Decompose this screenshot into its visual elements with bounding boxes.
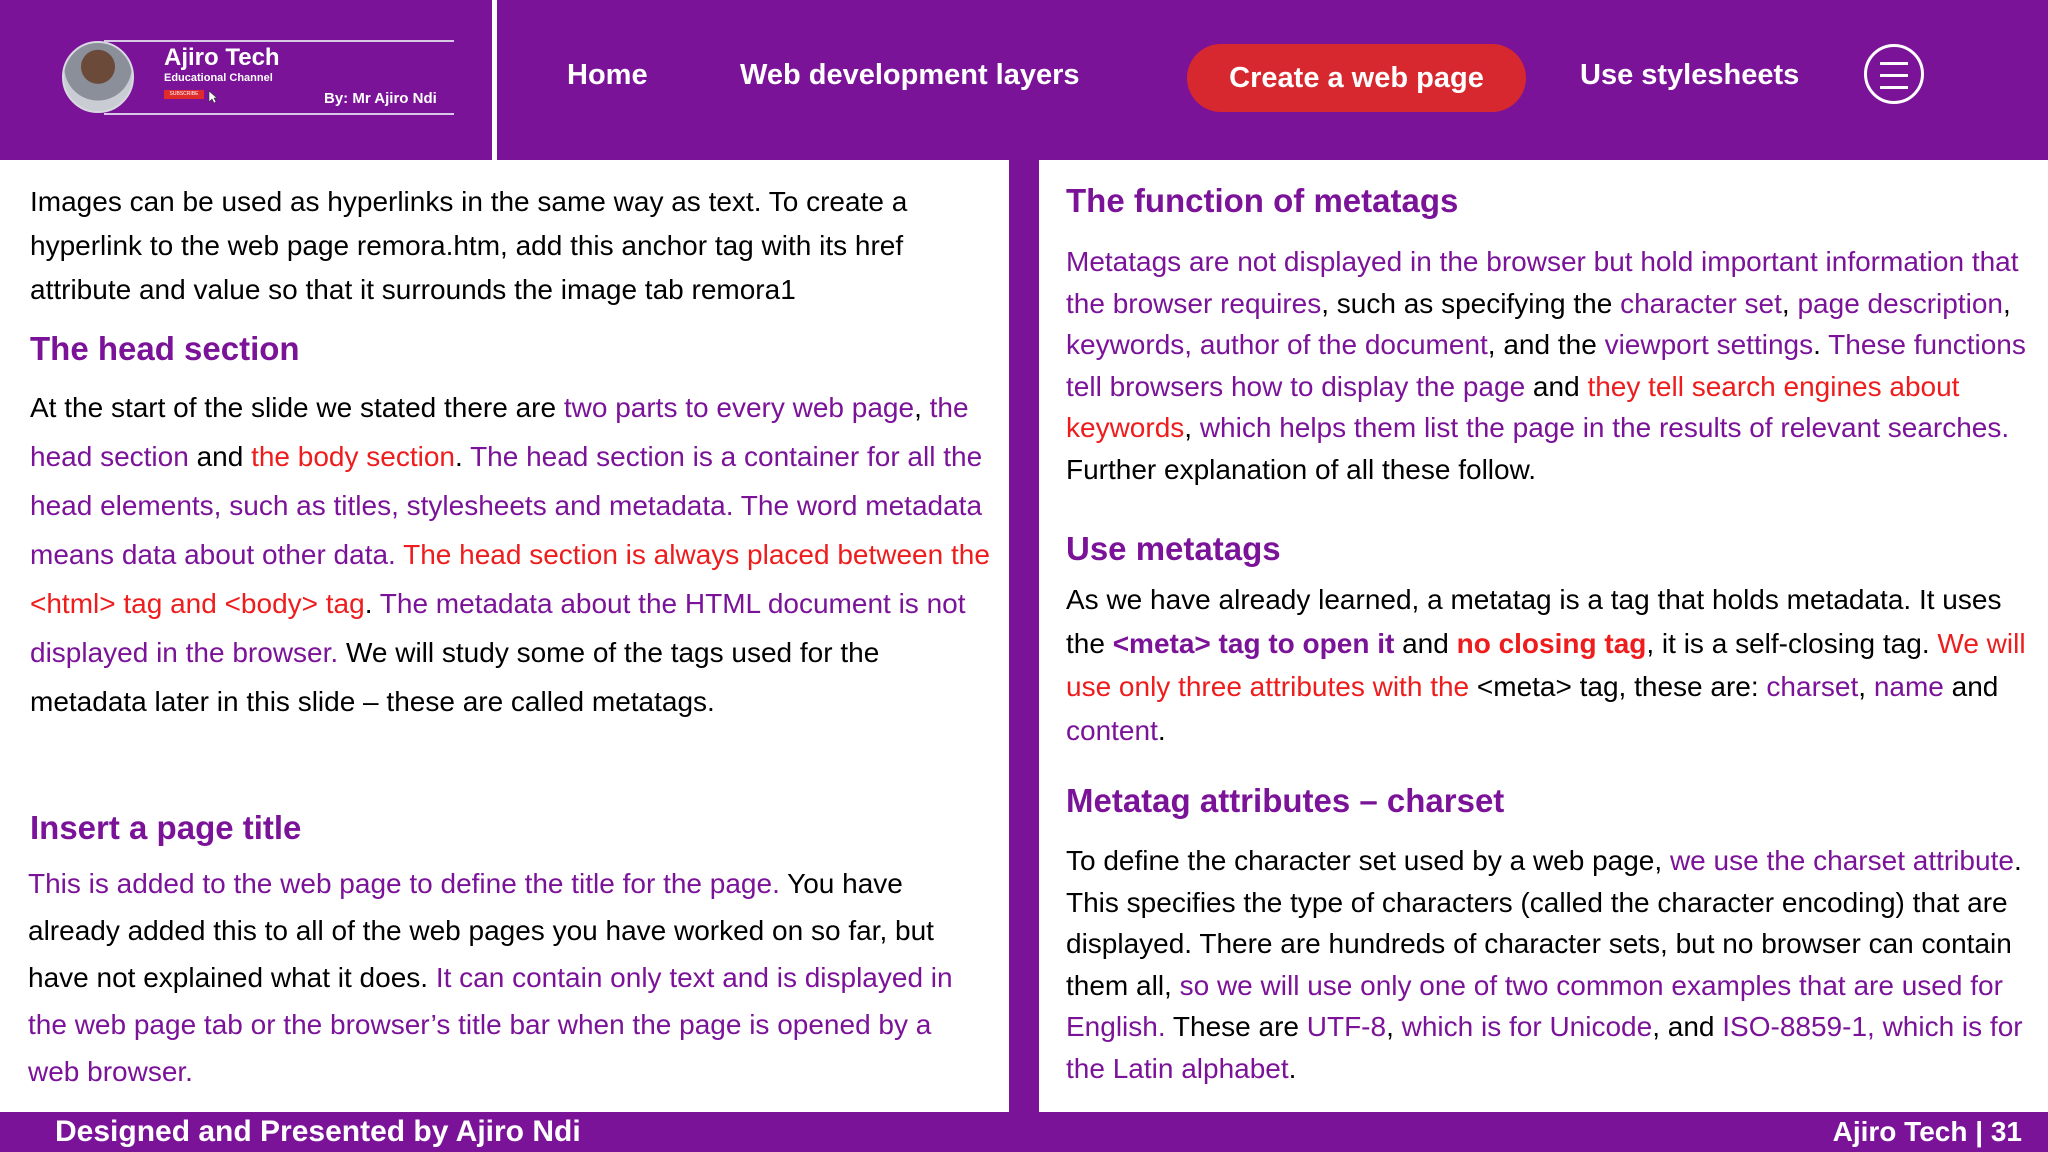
nav-web-development-layers[interactable]: Web development layers — [740, 59, 1080, 91]
subscribe-badge: SUBSCRIBE — [164, 90, 204, 99]
heading-function-of-metatags: The function of metatags — [1066, 182, 1459, 219]
intro-paragraph: Images can be used as hyperlinks in the same way as text. To create a hyperlink to the web page remora.htm, add this anchor tag with its href attribute and value so that it surrounds the image tab remora1 — [30, 186, 908, 305]
logo-divider-top — [104, 40, 454, 42]
cursor-icon — [208, 90, 218, 104]
nav-home[interactable]: Home — [567, 59, 648, 91]
hamburger-menu-icon[interactable] — [1864, 44, 1924, 104]
footer-page-number: Ajiro Tech | 31 — [1832, 1116, 2022, 1147]
page-title-paragraph: This is added to the web page to define the title for the page. You have already added this to all of the web pages you have worked on so far, but have not explained what it does. It can contain only text and is displayed in the web page tab or the browser’s title bar when the page is opened by a web browser. — [28, 868, 953, 1087]
head-section-paragraph: At the start of the slide we stated there are two parts to every web page, the head section and the body section. The head section is a container for all the head elements, such as titles, stylesheets and metadata. The word metadata means data about other data. The head section is always placed between the <html> tag and <body> tag. The metadata about the HTML document is not displayed in the browser. We will study some of the tags used for the metadata later in this slide – these are called metatags. — [30, 392, 990, 717]
function-paragraph: Metatags are not displayed in the browser but hold important information that the browser requires, such as specifying the character set, page description, keywords, author of the document, and the viewport settings. These functions tell browsers how to display the page and they tell search engines about keywords, which helps them list the page in the results of relevant searches. Further explanation of all these follow. — [1066, 246, 2026, 485]
charset-paragraph: To define the character set used by a web page, we use the charset attribute. This specifies the type of characters (called the character encoding) that are displayed. There are hundreds of character sets, but no browser can contain them all, so we will use only one of two common examples that are used for English. These are UTF-8, which is for Unicode, and ISO-8859-1, which is for the Latin alphabet. — [1066, 845, 2023, 1084]
heading-head-section: The head section — [30, 330, 300, 367]
header-bar — [0, 0, 2048, 160]
logo-divider-bottom — [104, 113, 454, 115]
byline: By: Mr Ajiro Ndi — [324, 90, 437, 107]
left-content-panel — [0, 160, 1009, 1112]
heading-use-metatags: Use metatags — [1066, 530, 1281, 567]
header-divider — [492, 0, 497, 160]
nav-create-a-web-page[interactable]: Create a web page — [1187, 44, 1526, 112]
use-metatags-paragraph: As we have already learned, a metatag is a tag that holds metadata. It uses the <meta> tag to open it and no closing tag, it is a self-closing tag. We will use only three attributes with the <meta> tag, these are: charset, name and content. — [1066, 584, 2026, 746]
brand-name: Ajiro Tech — [164, 44, 280, 71]
heading-insert-page-title: Insert a page title — [30, 809, 302, 846]
footer-bar — [0, 1112, 2048, 1152]
heading-charset: Metatag attributes – charset — [1066, 782, 1505, 819]
right-content-panel — [1039, 160, 2048, 1112]
footer-credit: Designed and Presented by Ajiro Ndi — [55, 1115, 581, 1148]
presenter-avatar — [62, 41, 134, 113]
channel-logo[interactable] — [0, 0, 492, 160]
brand-subtitle: Educational Channel — [164, 72, 273, 84]
nav-use-stylesheets[interactable]: Use stylesheets — [1580, 59, 1800, 91]
